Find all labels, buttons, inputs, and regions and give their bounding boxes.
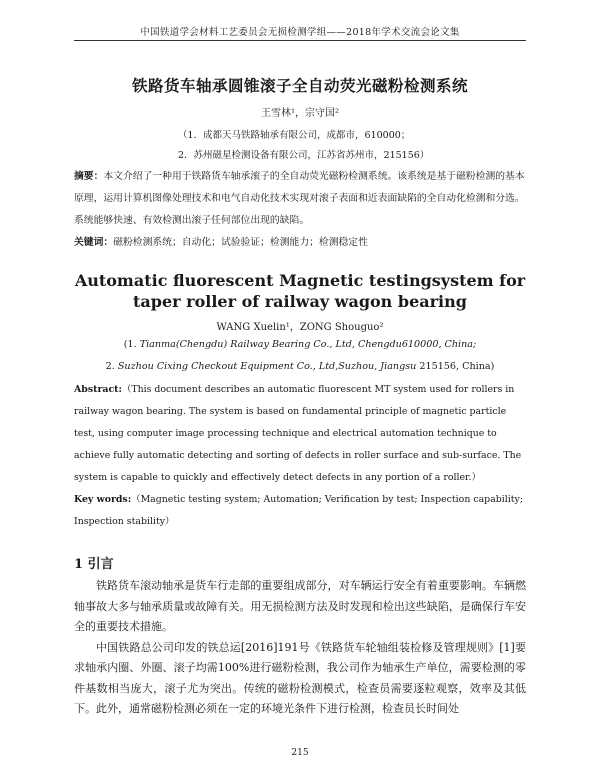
- section-1-body: [74, 576, 526, 720]
- chinese-affiliation-1: （1．成都天马铁路轴承有限公司，成都市，610000；: [178, 130, 411, 141]
- english-affiliation-1-number: (1.: [123, 339, 140, 350]
- chinese-keywords-text: 磁粉检测系统；自动化；试验验证；检测能力；检测稳定性: [113, 237, 368, 248]
- english-keywords-label: Key words:: [74, 494, 132, 505]
- running-header: 中国铁道学会材料工艺委员会无损检测学组——2018年学术交流会论文集: [140, 27, 460, 38]
- english-affiliation-1: [0, 339, 600, 350]
- english-abstract-text: （This document describes an automatic fluorescent MT system used for rollers in railway wagon bearing. The system is based on fundamental principle of magnetic particle test, using computer image processing technique and electrical automation technique to achieve fully automatic detecting and sorting of defects in roller surface and sub-surface. The system is capable to quickly and effectively detect defects in any portion of a roller.）: [74, 384, 522, 483]
- section-1-paragraph-1: 铁路货车滚动轴承是货车行走部的重要组成部分，对车辆运行安全有着重要影响。车辆燃轴事故大多与轴承质量或故障有关。用无损检测方法及时发现和检出这些缺陷，是确保行车安全的重要技术措施。: [74, 579, 526, 633]
- english-affiliation-2-text: Suzhou Cixing Checkout Equipment Co., Ltd,Suzhou, Jiangsu: [117, 361, 417, 372]
- chinese-title: 铁路货车轴承圆锥滚子全自动荧光磁粉检测系统: [131, 76, 468, 95]
- chinese-abstract-label: 摘要：: [74, 171, 104, 182]
- english-keywords: [74, 489, 526, 533]
- chinese-keywords: [74, 234, 526, 248]
- chinese-authors: 王雪林¹，宗守国²: [260, 108, 340, 119]
- section-1-paragraph-2: 中国铁路总公司印发的铁总运[2016]191号《铁路货车轮轴组装检修及管理规则》[1]要求轴承内圈、外圈、滚子均需100%进行磁粉检测，我公司作为轴承生产单位，需要检测的零件基数相当庞大，滚子尤为突出。传统的磁粉检测模式，检查员需要逐粒观察，效率及其低下。此外，通常磁粉检测必须在一定的环境光条件下进行检测，检查员长时间处: [74, 640, 526, 715]
- english-abstract: [74, 379, 526, 489]
- page-number: 215: [291, 748, 309, 758]
- chinese-abstract: [74, 166, 526, 232]
- chinese-keywords-label: 关键词：: [74, 237, 114, 248]
- chinese-abstract-text: 本文介绍了一种用于铁路货车轴承滚子的全自动荧光磁粉检测系统。该系统是基于磁粉检测的基本原理，运用计算机图像处理技术和电气自动化技术实现对滚子表面和近表面缺陷的全自动化检测和分选。系统能够快速、有效检测出滚子任何部位出现的缺陷。: [74, 171, 525, 226]
- english-affiliation-2-tail: 215156, China): [416, 361, 495, 372]
- header-rule: [74, 40, 526, 41]
- english-keywords-text: （Magnetic testing system; Automation; Verification by test; Inspection capability; Inspection stability）: [74, 494, 523, 527]
- english-authors: WANG Xuelin¹，ZONG Shouguo²: [216, 322, 384, 333]
- section-1-title: 1 引言: [74, 557, 114, 572]
- english-affiliation-2: [0, 361, 600, 372]
- english-title: Automatic fluorescent Magnetic testingsystem for taper roller of railway wagon bearing: [74, 271, 526, 311]
- english-affiliation-1-text: Tianma(Chengdu) Railway Bearing Co., Ltd, Chengdu610000, China;: [139, 339, 477, 350]
- chinese-affiliation-2: 2．苏州磁星检测设备有限公司，江苏省苏州市，215156）: [178, 150, 430, 161]
- english-abstract-label: Abstract:: [74, 384, 122, 395]
- english-affiliation-2-number: 2.: [105, 361, 118, 372]
